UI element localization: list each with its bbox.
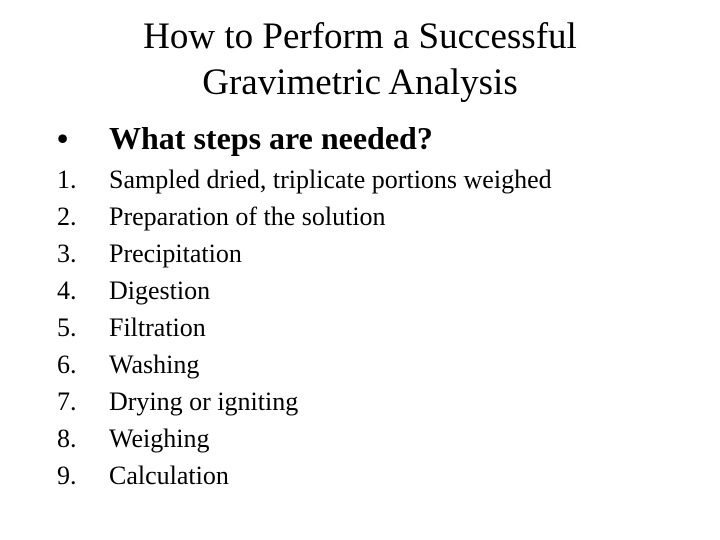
step-number: 6. [57,350,77,379]
step-number: 7. [57,387,77,416]
steps-list [57,161,657,494]
list-item [57,235,657,272]
step-number: 3. [57,239,77,268]
title-line: How to Perform a Successful [143,16,577,57]
list-item [57,272,657,309]
step-number: 2. [57,202,77,231]
slide-title [60,14,660,106]
step-text: Precipitation [109,239,242,268]
list-item [57,346,657,383]
list-item [57,161,657,198]
step-text: Washing [109,350,200,379]
list-item [57,383,657,420]
step-number: 8. [57,424,77,453]
step-text: Weighing [109,424,210,453]
bullet-text: What steps are needed? [109,120,433,156]
step-text: Filtration [109,313,206,342]
list-item [57,309,657,346]
step-number: 4. [57,276,77,305]
list-item [57,420,657,457]
step-number: 5. [57,313,77,342]
step-text: Sampled dried, triplicate portions weighed [109,165,552,194]
title-line: Gravimetric Analysis [202,62,518,103]
step-number: 9. [57,461,77,490]
step-text: Digestion [109,276,211,305]
step-text: Preparation of the solution [109,202,386,231]
list-item [57,457,657,494]
list-item [57,198,657,235]
step-text: Drying or igniting [109,387,299,416]
step-number: 1. [57,165,77,194]
bullet-dot-icon: • [57,120,69,156]
step-text: Calculation [109,461,229,490]
